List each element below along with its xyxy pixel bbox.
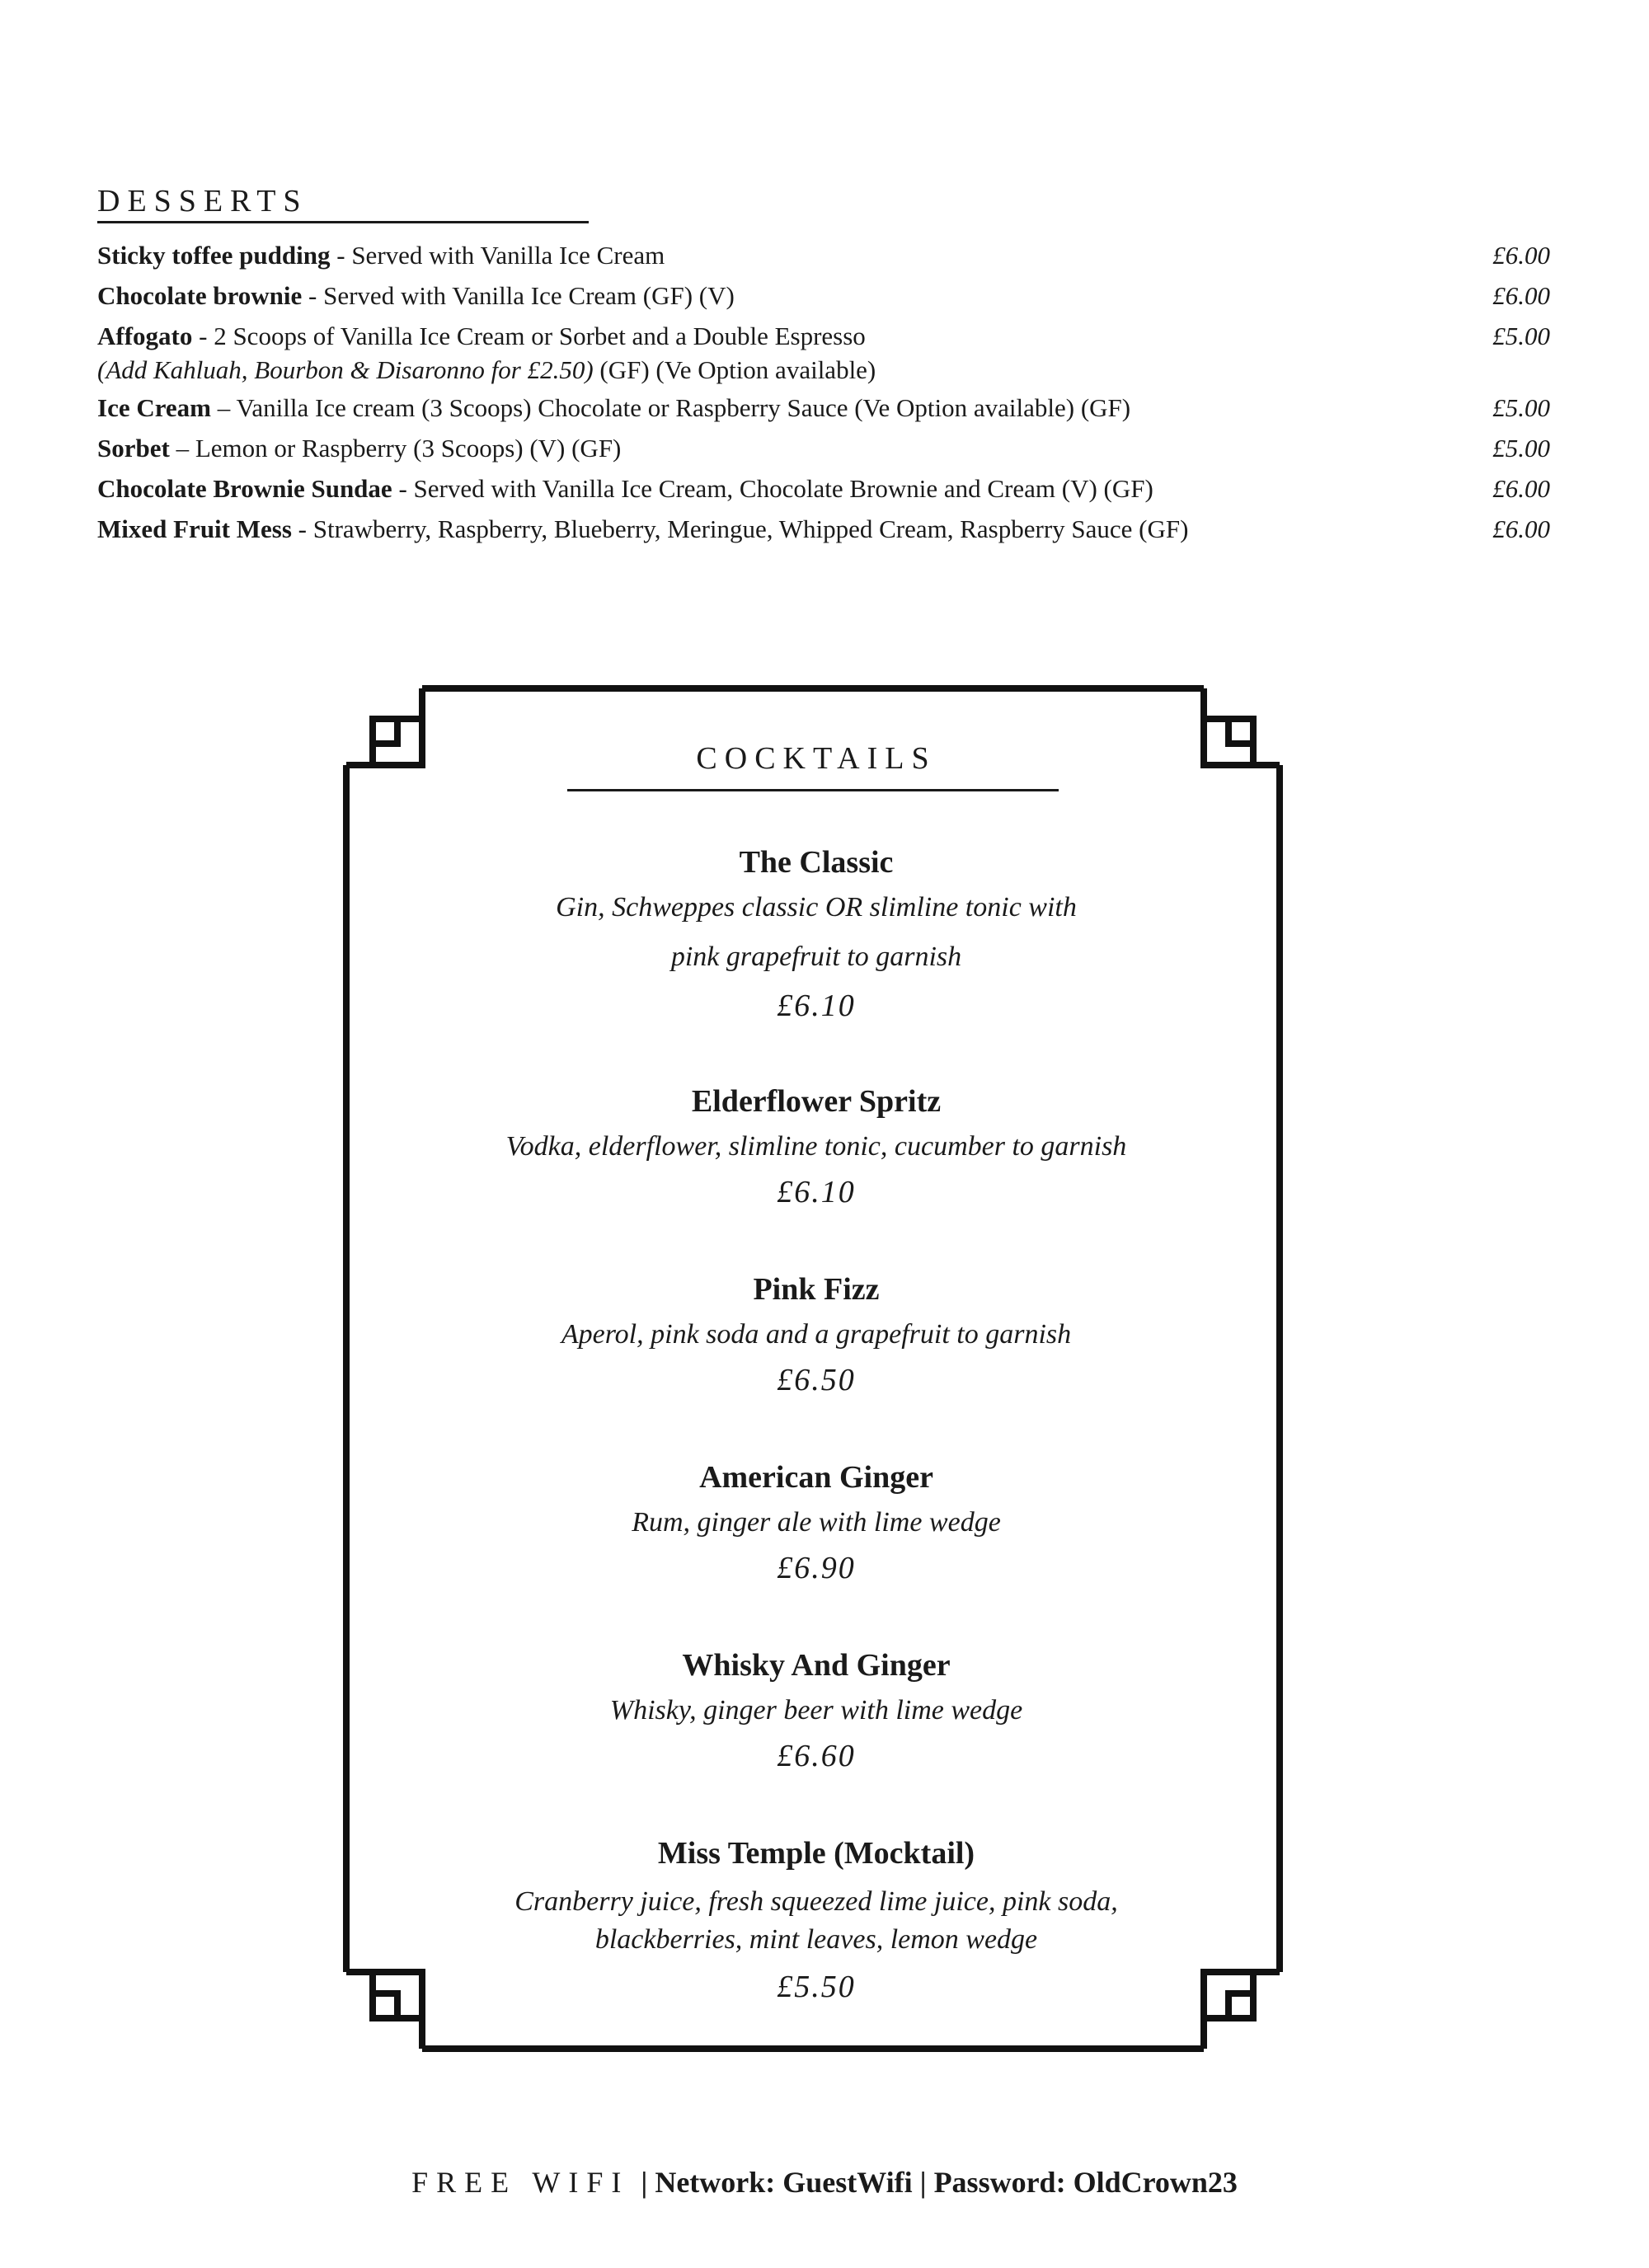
cocktails-heading: COCKTAILS xyxy=(696,741,937,776)
dessert-name: Mixed Fruit Mess xyxy=(97,514,292,543)
dessert-separator: - xyxy=(392,474,414,503)
cocktail-name: Elderflower Spritz xyxy=(691,1084,942,1119)
cocktail-price: £6.90 xyxy=(777,1551,856,1585)
dessert-separator: – xyxy=(211,393,237,422)
dessert-price: £5.00 xyxy=(1492,393,1550,422)
wifi-password: | Password: OldCrown23 xyxy=(919,2166,1238,2199)
dessert-list xyxy=(97,237,1550,552)
cocktail-price: £6.60 xyxy=(777,1739,856,1773)
cocktail-description: blackberries, mint leaves, lemon wedge xyxy=(594,1924,1038,1955)
wifi-footer xyxy=(0,2165,1649,2200)
dessert-price: £6.00 xyxy=(1492,241,1550,270)
cocktail-item xyxy=(462,1835,1171,2005)
dessert-separator: - xyxy=(192,322,214,350)
dessert-separator: - xyxy=(302,281,324,310)
dessert-item xyxy=(97,318,1550,386)
cocktail-description: Aperol, pink soda and a grapefruit to garnish xyxy=(561,1319,1072,1350)
cocktail-description: Whisky, ginger beer with lime wedge xyxy=(609,1695,1023,1726)
dessert-item xyxy=(97,237,1550,274)
cocktail-price: £6.10 xyxy=(777,988,856,1023)
wifi-network: | Network: GuestWifi xyxy=(641,2166,913,2199)
cocktail-item xyxy=(462,1271,1171,1398)
dessert-description: Served with Vanilla Ice Cream xyxy=(351,241,665,270)
dessert-item xyxy=(97,278,1550,314)
dessert-note-text: (GF) (Ve Option available) xyxy=(593,355,876,384)
dessert-separator: – xyxy=(169,434,195,463)
dessert-note xyxy=(97,355,1550,386)
dessert-price: £5.00 xyxy=(1492,322,1550,350)
dessert-name: Chocolate Brownie Sundae xyxy=(97,474,392,503)
desserts-heading: DESSERTS xyxy=(97,184,308,218)
dessert-name: Sorbet xyxy=(97,434,170,463)
dessert-name: Chocolate brownie xyxy=(97,281,303,310)
cocktail-price: £6.10 xyxy=(777,1175,856,1209)
dessert-description: Lemon or Raspberry (3 Scoops) (V) (GF) xyxy=(195,434,622,463)
dessert-description: Served with Vanilla Ice Cream, Chocolate Brownie and Cream (V) (GF) xyxy=(413,474,1153,503)
cocktail-name: Whisky And Ginger xyxy=(682,1648,951,1683)
cocktail-item xyxy=(462,1459,1171,1586)
cocktail-description: Vodka, elderflower, slimline tonic, cucumber to garnish xyxy=(505,1131,1127,1162)
dessert-price: £6.00 xyxy=(1492,514,1550,543)
dessert-description: 2 Scoops of Vanilla Ice Cream or Sorbet and a Double Espresso xyxy=(214,322,866,350)
cocktail-price: £5.50 xyxy=(777,1970,856,2004)
cocktail-name: Pink Fizz xyxy=(753,1272,880,1307)
desserts-divider xyxy=(97,221,589,223)
cocktail-description: Rum, ginger ale with lime wedge xyxy=(632,1507,1001,1538)
cocktail-name: Miss Temple (Mocktail) xyxy=(657,1836,975,1871)
cocktail-item xyxy=(462,1083,1171,1210)
dessert-item xyxy=(97,430,1550,467)
cocktail-item xyxy=(462,1647,1171,1774)
cocktail-name: The Classic xyxy=(739,845,894,880)
dessert-separator: - xyxy=(291,514,313,543)
wifi-label: FREE WIFI xyxy=(411,2166,630,2199)
dessert-item xyxy=(97,511,1550,547)
dessert-name: Ice Cream xyxy=(97,393,212,422)
cocktail-description: Gin, Schweppes classic OR slimline tonic with xyxy=(556,892,1077,923)
dessert-description: Strawberry, Raspberry, Blueberry, Meringue, Whipped Cream, Raspberry Sauce (GF) xyxy=(312,514,1189,543)
dessert-price: £6.00 xyxy=(1492,281,1550,310)
cocktail-price: £6.50 xyxy=(777,1363,856,1397)
dessert-description: Served with Vanilla Ice Cream (GF) (V) xyxy=(323,281,735,310)
dessert-name: Sticky toffee pudding xyxy=(97,241,331,270)
cocktail-item xyxy=(462,844,1171,1024)
dessert-price: £6.00 xyxy=(1492,474,1550,503)
dessert-name: Affogato xyxy=(97,322,193,350)
dessert-description: Vanilla Ice cream (3 Scoops) Chocolate or Raspberry Sauce (Ve Option available) (GF) xyxy=(236,393,1131,422)
cocktail-name: American Ginger xyxy=(699,1460,933,1495)
cocktails-divider xyxy=(567,789,1059,791)
dessert-item xyxy=(97,390,1550,426)
dessert-note-italic: (Add Kahluah, Bourbon & Disaronno for £2.50) xyxy=(97,355,594,384)
cocktail-description: pink grapefruit to garnish xyxy=(670,941,962,972)
dessert-separator: - xyxy=(330,241,352,270)
dessert-price: £5.00 xyxy=(1492,434,1550,463)
cocktail-description: Cranberry juice, fresh squeezed lime juice, pink soda, xyxy=(514,1886,1118,1917)
dessert-item xyxy=(97,471,1550,507)
